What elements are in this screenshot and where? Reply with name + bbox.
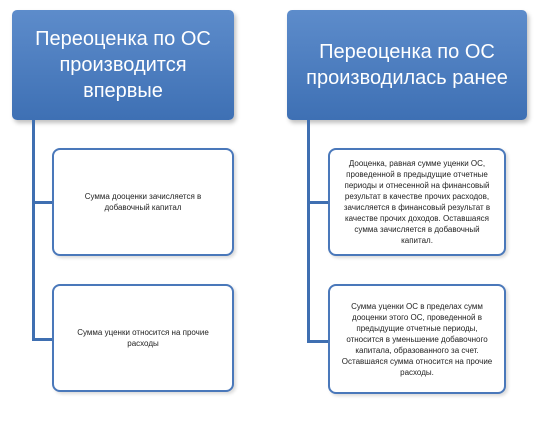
card-markdown-to-other-expenses-text: Сумма уценки относится на прочие расходы	[77, 328, 209, 348]
connector-left-vertical	[32, 120, 35, 341]
connector-right-1	[307, 201, 329, 204]
header-first-revaluation	[12, 10, 234, 120]
connector-right-vertical	[307, 120, 310, 343]
card-markup-to-additional-capital-text: Сумма дооценки зачисляется в добавочный капитал	[84, 192, 202, 212]
card-markdown-within-markup	[328, 284, 506, 394]
card-markdown-to-other-expenses	[52, 284, 234, 392]
card-markdown-within-markup-text: Сумма уценки ОС в пределах сумм дооценки этого ОС, проведенной в предыдущие отчетные периоды, относится в уменьшение добавочного капитала, образованного за счет. Оставшаяся сумма относится на прочие расходы.	[341, 301, 493, 377]
header-previous-revaluation-text: Переоценка по ОС производилась ранее	[306, 41, 508, 89]
header-first-revaluation-text: Переоценка по ОС производится впервые	[35, 28, 211, 102]
connector-right-2	[307, 340, 329, 343]
card-markup-equal-to-markdown-text: Дооценка, равная сумме уценки ОС, проведенной в предыдущие отчетные периоды и отнесенной на финансовый результат в качестве прочих расходов, зачисляется в финансовый результат в качестве прочих доходов. Оставшаяся сумма зачисляется в добавочный капитал.	[343, 159, 491, 245]
header-previous-revaluation	[287, 10, 527, 120]
card-markup-equal-to-markdown	[328, 148, 506, 256]
connector-left-1	[32, 201, 53, 204]
card-markup-to-additional-capital	[52, 148, 234, 256]
connector-left-2	[32, 338, 53, 341]
